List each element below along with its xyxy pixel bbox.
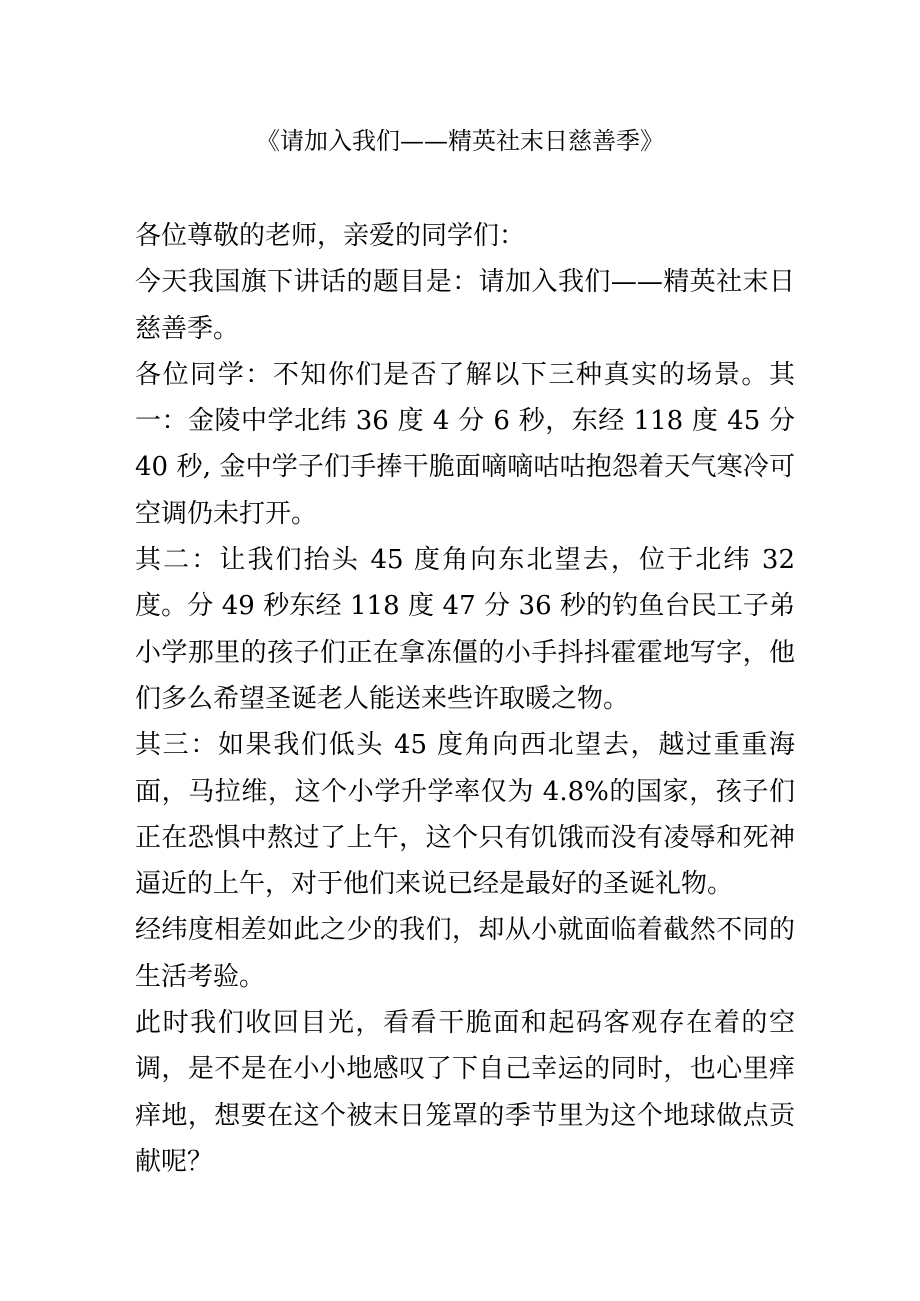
reflection-paragraph: 此时我们收回目光，看看干脆面和起码客观存在着的空调，是不是在小小地感叹了下自己幸运的同时，也心里痒痒地，想要在这个被末日笼罩的季节里为这个地球做点贡献呢？ [135,1008,795,1177]
scene-one-paragraph: 各位同学：不知你们是否了解以下三种真实的场景。其一：金陵中学北纬 36 度 4 分 6 秒，东经 118 度 45 分 40 秒, 金中学子们手捧干脆面嘀嘀咕咕抱怨着天气寒冷可空调仍未打开。 [135,359,795,529]
scene-three-paragraph: 其三：如果我们低头 45 度角向西北望去，越过重重海面，马拉维，这个小学升学率仅为 4.8%的国家，孩子们正在恐惧中熬过了上午，这个只有饥饿而没有凌辱和死神逼近的上午，对于他们来说已经是最好的圣诞礼物。 [135,730,795,900]
topic-paragraph: 今天我国旗下讲话的题目是：请加入我们——精英社末日慈善季。 [135,267,795,344]
document-title: 《请加入我们——精英社末日慈善季》 [256,127,664,155]
scene-two-paragraph: 其二：让我们抬头 45 度角向东北望去，位于北纬 32 度。分 49 秒东经 118 度 47 分 36 秒的钓鱼台民工子弟小学那里的孩子们正在拿冻僵的小手抖抖霍霍地写字，他们多么希望圣诞老人能送来些许取暖之物。 [135,545,795,714]
greeting-paragraph: 各位尊敬的老师，亲爱的同学们： [135,221,526,251]
contrast-paragraph: 经纬度相差如此之少的我们，却从小就面临着截然不同的生活考验。 [135,915,795,992]
document-body [135,213,795,1185]
